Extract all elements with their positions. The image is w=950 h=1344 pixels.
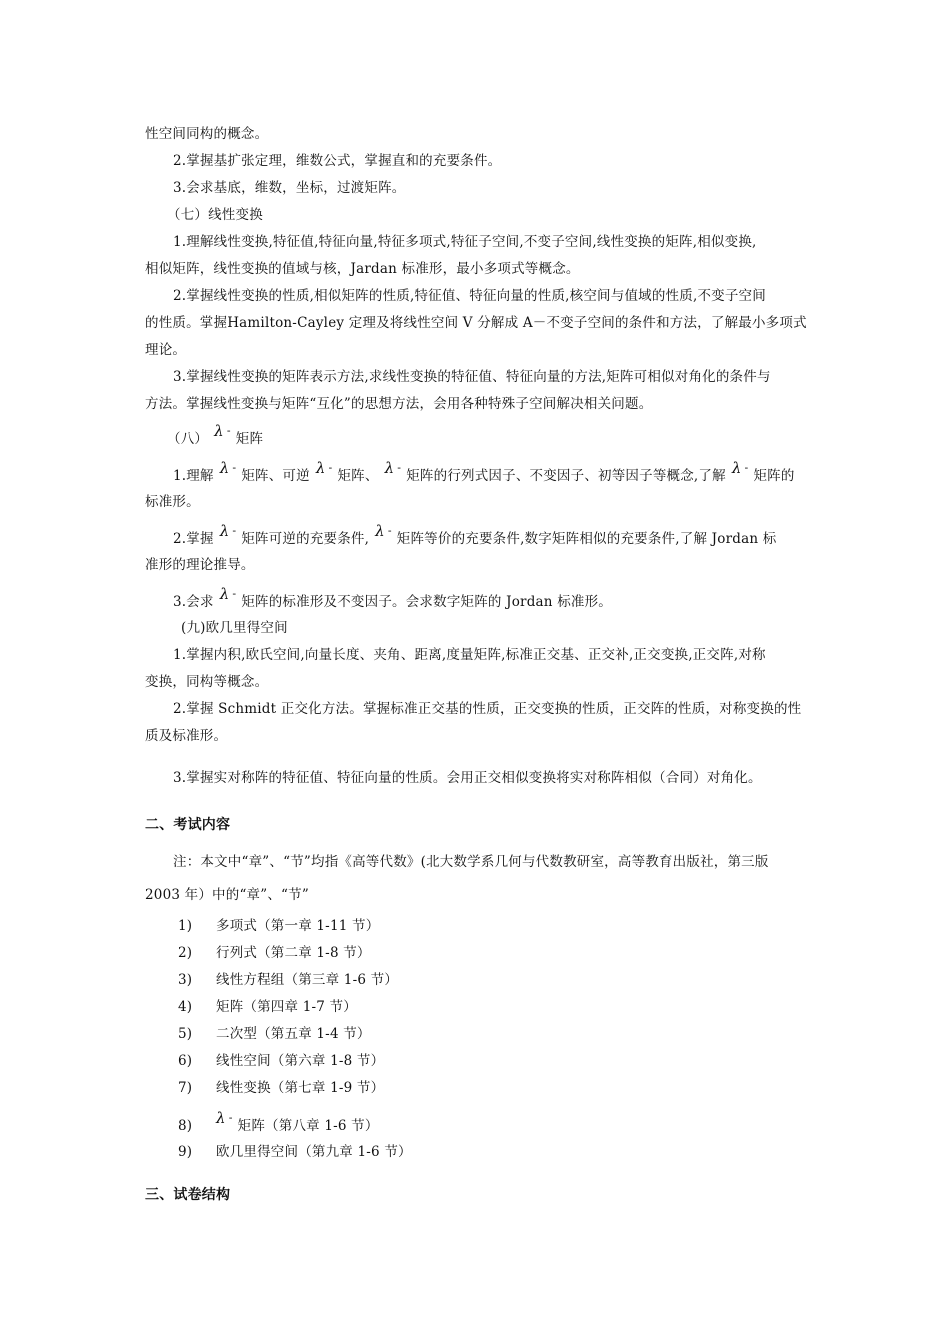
paragraph-line: 3.会求 λ -矩阵的标准形及不变因子。会求数字矩阵的 Jordan 标准形。 [173,585,612,610]
lambda-symbol: λ [219,522,230,540]
lambda-symbol: λ [216,1109,226,1127]
list-item: 8) λ -矩阵（第八章 1-6 节） [178,1109,379,1134]
lambda-symbol: λ [384,459,395,477]
lambda-symbol: λ [219,585,230,603]
paragraph-line: 3.掌握实对称阵的特征值、特征向量的性质。会用正交相似变换将实对称阵相似（合同）对角化。 [173,770,762,786]
list-item: 7) 线性变换（第七章 1-9 节） [178,1080,385,1096]
paragraph-line: 2.掌握基扩张定理，维数公式，掌握直和的充要条件。 [173,153,502,169]
paragraph-line: 2.掌握 λ -矩阵可逆的充要条件, λ -矩阵等价的充要条件,数字矩阵相似的充要条件,了解 Jordan 标 [173,522,777,547]
paragraph-line: 变换，同构等概念。 [145,674,269,690]
paragraph-line: 3.掌握线性变换的矩阵表示方法,求线性变换的特征值、特征向量的方法,矩阵可相似对角化的条件与 [173,369,771,385]
list-item: 3) 线性方程组（第三章 1-6 节） [178,972,399,988]
lambda-symbol: λ [375,522,385,540]
paragraph-line: 方法。掌握线性变换与矩阵“互化”的思想方法，会用各种特殊子空间解决相关问题。 [145,396,653,412]
lambda-symbol: λ [219,459,230,477]
lambda-symbol: λ [214,422,224,440]
paragraph-line: 标准形。 [145,494,200,510]
list-item: 9) 欧几里得空间（第九章 1-6 节） [178,1144,412,1160]
section-heading-2: 二、考试内容 [145,817,231,833]
paragraph-line: 1.掌握内积,欧氏空间,向量长度、夹角、距离,度量矩阵,标准正交基、正交补,正交变换,正交阵,对称 [173,647,766,663]
paragraph-line: 质及标准形。 [145,728,228,744]
note-line: 2003 年）中的“章”、“节” [145,887,309,903]
list-item: 1) 多项式（第一章 1-11 节） [178,918,380,934]
subsection-heading-9: (九)欧几里得空间 [181,620,288,636]
subsection-heading-8: （八） λ -矩阵 [167,422,264,447]
paragraph-line: 理论。 [145,342,187,358]
list-item: 5) 二次型（第五章 1-4 节） [178,1026,371,1042]
paragraph-line: 性空间同构的概念。 [145,126,269,142]
paragraph-line: 2.掌握线性变换的性质,相似矩阵的性质,特征值、特征向量的性质,核空间与值域的性质,不变子空间 [173,288,766,304]
section-heading-3: 三、试卷结构 [145,1187,231,1203]
lambda-symbol: λ [731,459,742,477]
list-item: 4) 矩阵（第四章 1-7 节） [178,999,357,1015]
paragraph-line: 准形的理论推导。 [145,557,255,573]
paragraph-line: 相似矩阵，线性变换的值域与核，Jardan 标准形，最小多项式等概念。 [145,261,580,277]
paragraph-line: 1.理解线性变换,特征值,特征向量,特征多项式,特征子空间,不变子空间,线性变换的矩阵,相似变换, [173,234,757,250]
list-item: 2) 行列式（第二章 1-8 节） [178,945,371,961]
paragraph-line: 3.会求基底，维数，坐标，过渡矩阵。 [173,180,406,196]
lambda-symbol: λ [315,459,326,477]
paragraph-line: 2.掌握 Schmidt 正交化方法。掌握标准正交基的性质，正交变换的性质，正交阵的性质，对称变换的性 [173,701,802,717]
note-line: 注：本文中“章”、“节”均指《高等代数》(北大数学系几何与代数教研室，高等教育出版社，第三版 [173,854,769,870]
subsection-heading-7: （七）线性变换 [167,207,263,223]
list-item: 6) 线性空间（第六章 1-8 节） [178,1053,385,1069]
paragraph-line: 1.理解 λ -矩阵、可逆 λ -矩阵、 λ -矩阵的行列式因子、不变因子、初等因子等概念,了解 λ -矩阵的 [173,459,795,484]
paragraph-line: 的性质。掌握Hamilton-Cayley 定理及将线性空间 V 分解成 A－不变子空间的条件和方法，了解最小多项式 [145,315,807,331]
